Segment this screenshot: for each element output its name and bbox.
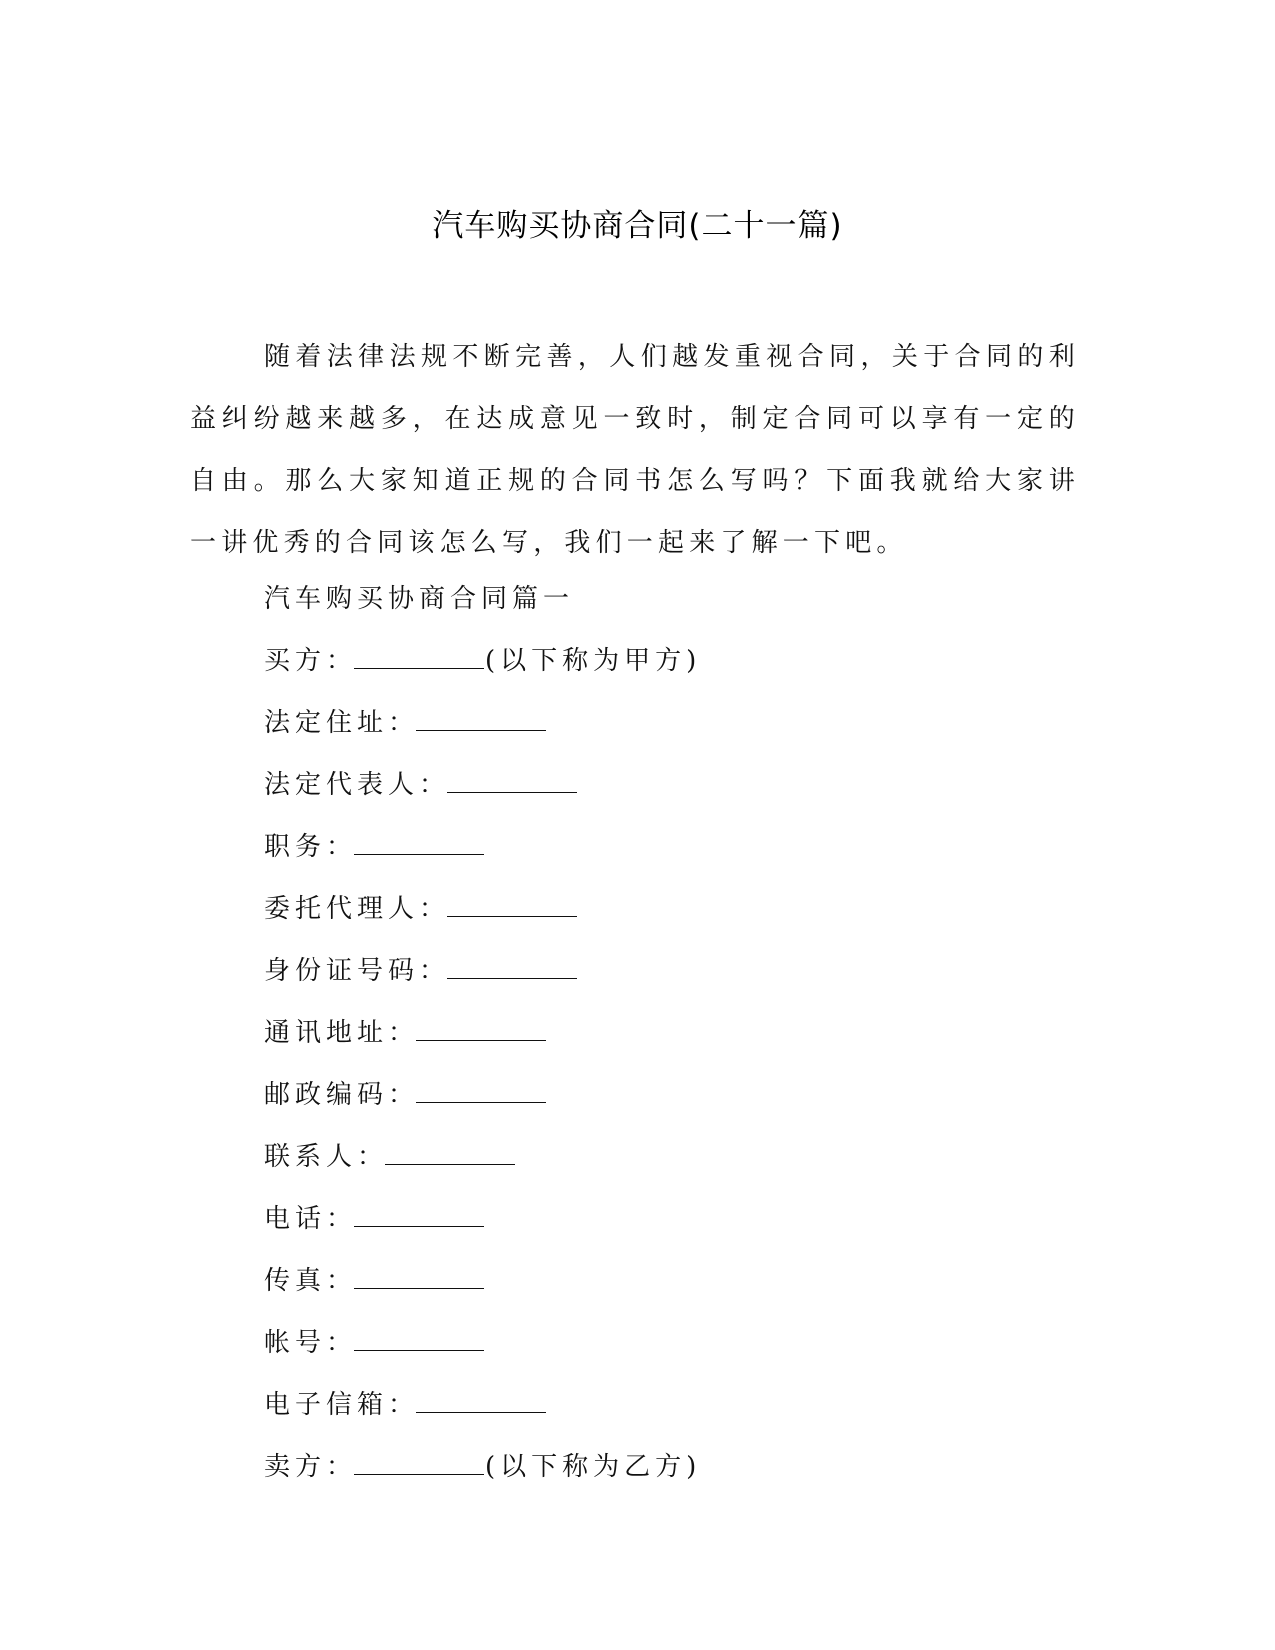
field-contact-person [264,1126,1064,1188]
field-label: 委托代理人： [264,894,451,924]
field-label: 卖方： [264,1452,358,1482]
field-seller [264,1436,1064,1498]
field-label: 电话： [264,1204,358,1234]
document-title: 汽车购买协商合同(二十一篇) [432,208,843,244]
fill-blank [416,1020,546,1041]
field-position [264,816,1064,878]
field-label: 邮政编码： [264,1080,420,1110]
field-label: 法定住址： [264,708,420,738]
fill-blank [354,1454,484,1475]
fill-blank [385,1144,515,1165]
field-account [264,1312,1064,1374]
field-label: 身份证号码： [264,956,451,986]
intro-paragraph: 随着法律法规不断完善，人们越发重视合同，关于合同的利益纠纷越来越多，在达成意见一致时，制定合同可以享有一定的自由。那么大家知道正规的合同书怎么写吗？下面我就给大家讲一讲优秀的合同该怎么写，我们一起来了解一下吧。 [190,342,1080,558]
field-legal-representative [264,754,1064,816]
field-label: 联系人： [264,1142,389,1172]
fill-blank [416,1082,546,1103]
field-label: 电子信箱： [264,1390,420,1420]
field-postal-code [264,1064,1064,1126]
field-mailing-address [264,1002,1064,1064]
field-phone [264,1188,1064,1250]
fill-blank [354,648,484,669]
fill-blank [447,896,577,917]
field-label: 买方： [264,646,358,676]
field-buyer [264,630,1064,692]
field-suffix: (以下称为甲方) [485,646,702,676]
field-label: 传真： [264,1266,358,1296]
fill-blank [447,958,577,979]
field-label: 法定代表人： [264,770,451,800]
field-email [264,1374,1064,1436]
field-fax [264,1250,1064,1312]
contract-fields [264,568,1064,1498]
field-authorized-agent [264,878,1064,940]
field-label: 通讯地址： [264,1018,420,1048]
fill-blank [354,1206,484,1227]
fill-blank [354,1330,484,1351]
field-label: 职务： [264,832,358,862]
field-suffix: (以下称为乙方) [485,1452,702,1482]
field-id-number [264,940,1064,1002]
fill-blank [416,1392,546,1413]
fill-blank [416,710,546,731]
section-heading: 汽车购买协商合同篇一 [264,584,575,614]
fill-blank [354,834,484,855]
fill-blank [354,1268,484,1289]
fill-blank [447,772,577,793]
field-legal-address [264,692,1064,754]
field-label: 帐号： [264,1328,358,1358]
